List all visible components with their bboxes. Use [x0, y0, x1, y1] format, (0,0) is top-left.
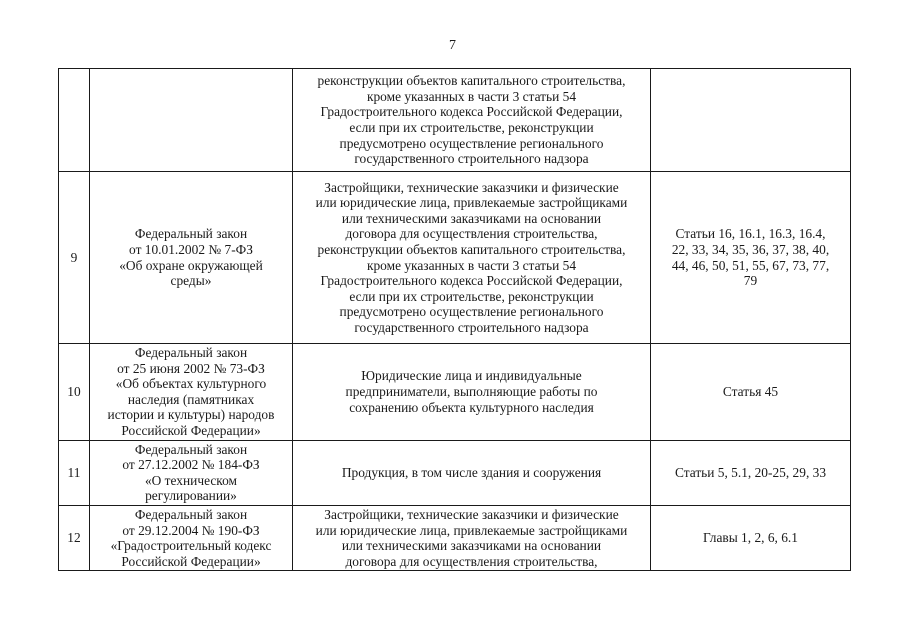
law-line: наследия (памятниках [127, 391, 255, 407]
subject-line: Застройщики, технические заказчики и физические [324, 179, 619, 195]
articles-line: 22, 33, 34, 35, 36, 37, 38, 40, [671, 241, 830, 257]
subject-cell [293, 172, 651, 344]
row-number: 11 [59, 440, 90, 505]
articles-line: Статьи 5, 5.1, 20-25, 29, 33 [674, 464, 827, 480]
law-line: «Градостроительный кодекс [110, 538, 272, 554]
subject-line: предусмотрено осуществление регионального [339, 135, 604, 151]
subject-line: Градостроительного кодекса Российской Федерации, [320, 273, 623, 289]
subject-line: или техническими заказчиками на основании [341, 210, 602, 226]
subject-cell [293, 505, 651, 570]
law-cell [90, 344, 293, 441]
subject-line: государственного строительного надзора [354, 151, 589, 167]
table-row [59, 69, 851, 172]
regulations-table [58, 68, 851, 571]
row-number [59, 69, 90, 172]
row-number: 10 [59, 344, 90, 441]
subject-line: Застройщики, технические заказчики и физические [324, 506, 619, 522]
subject-line: договора для осуществления строительства, [345, 226, 598, 242]
law-line: Федеральный закон [134, 441, 248, 457]
subject-cell [293, 440, 651, 505]
articles-cell [651, 505, 851, 570]
table-body [59, 69, 851, 571]
law-line: от 10.01.2002 № 7-ФЗ [129, 241, 253, 257]
articles-cell [651, 344, 851, 441]
law-line: среды» [170, 273, 212, 289]
subject-line: Градостроительного кодекса Российской Федерации, [320, 104, 623, 120]
articles-line: 79 [743, 273, 758, 289]
subject-line: реконструкции объектов капитального строительства, [317, 241, 626, 257]
subject-line: реконструкции объектов капитального строительства, [317, 73, 626, 89]
subject-line: Юридические лица и индивидуальные [361, 368, 582, 384]
subject-line: сохранению объекта культурного наследия [349, 399, 594, 415]
law-line: от 29.12.2004 № 190-ФЗ [122, 522, 260, 538]
law-line: Российской Федерации» [121, 422, 261, 438]
subject-line: или юридические лица, привлекаемые застройщиками [315, 195, 628, 211]
law-line: истории и культуры) народов [107, 407, 275, 423]
page-number: 7 [449, 38, 456, 53]
subject-line: кроме указанных в части 3 статьи 54 [366, 88, 577, 104]
articles-line: Статья 45 [722, 383, 779, 399]
subject-cell [293, 344, 651, 441]
subject-line: предусмотрено осуществление регионального [339, 304, 604, 320]
table-row [59, 505, 851, 570]
law-line: «О техническом [144, 472, 238, 488]
law-cell [90, 505, 293, 570]
law-cell [90, 440, 293, 505]
subject-line: государственного строительного надзора [354, 319, 589, 335]
law-line: Федеральный закон [134, 345, 248, 360]
subject-line: Продукция, в том числе здания и сооружения [341, 464, 602, 480]
articles-cell [651, 69, 851, 172]
articles-line: 44, 46, 50, 51, 55, 67, 73, 77, [671, 257, 830, 273]
subject-line: кроме указанных в части 3 статьи 54 [366, 257, 577, 273]
law-line: «Об охране окружающей [119, 257, 263, 273]
subject-line: если при их строительстве, реконструкции [349, 288, 594, 304]
subject-line: договора для осуществления строительства, [345, 553, 598, 569]
subject-cell [293, 69, 651, 172]
law-line: регулировании» [145, 488, 237, 504]
articles-line: Главы 1, 2, 6, 6.1 [703, 530, 798, 546]
subject-line: предприниматели, выполняющие работы по [345, 383, 598, 399]
law-line: «Об объектах культурного [115, 376, 267, 392]
law-line: Федеральный закон [134, 226, 248, 242]
table-row [59, 344, 851, 441]
law-line: от 25 июня 2002 № 73-ФЗ [117, 360, 265, 376]
subject-line: или техническими заказчиками на основании [341, 538, 602, 554]
law-cell [90, 69, 293, 172]
subject-line: если при их строительстве, реконструкции [349, 120, 594, 135]
row-number: 9 [59, 172, 90, 344]
law-cell [90, 172, 293, 344]
articles-cell [651, 172, 851, 344]
table-row [59, 172, 851, 344]
row-number: 12 [59, 505, 90, 570]
law-line: от 27.12.2002 № 184-ФЗ [122, 457, 260, 473]
subject-line: или юридические лица, привлекаемые застройщиками [315, 522, 628, 538]
table-row [59, 440, 851, 505]
law-line: Российской Федерации» [121, 553, 261, 569]
law-line: Федеральный закон [134, 506, 248, 522]
articles-cell [651, 440, 851, 505]
articles-line: Статьи 16, 16.1, 16.3, 16.4, [675, 226, 826, 242]
